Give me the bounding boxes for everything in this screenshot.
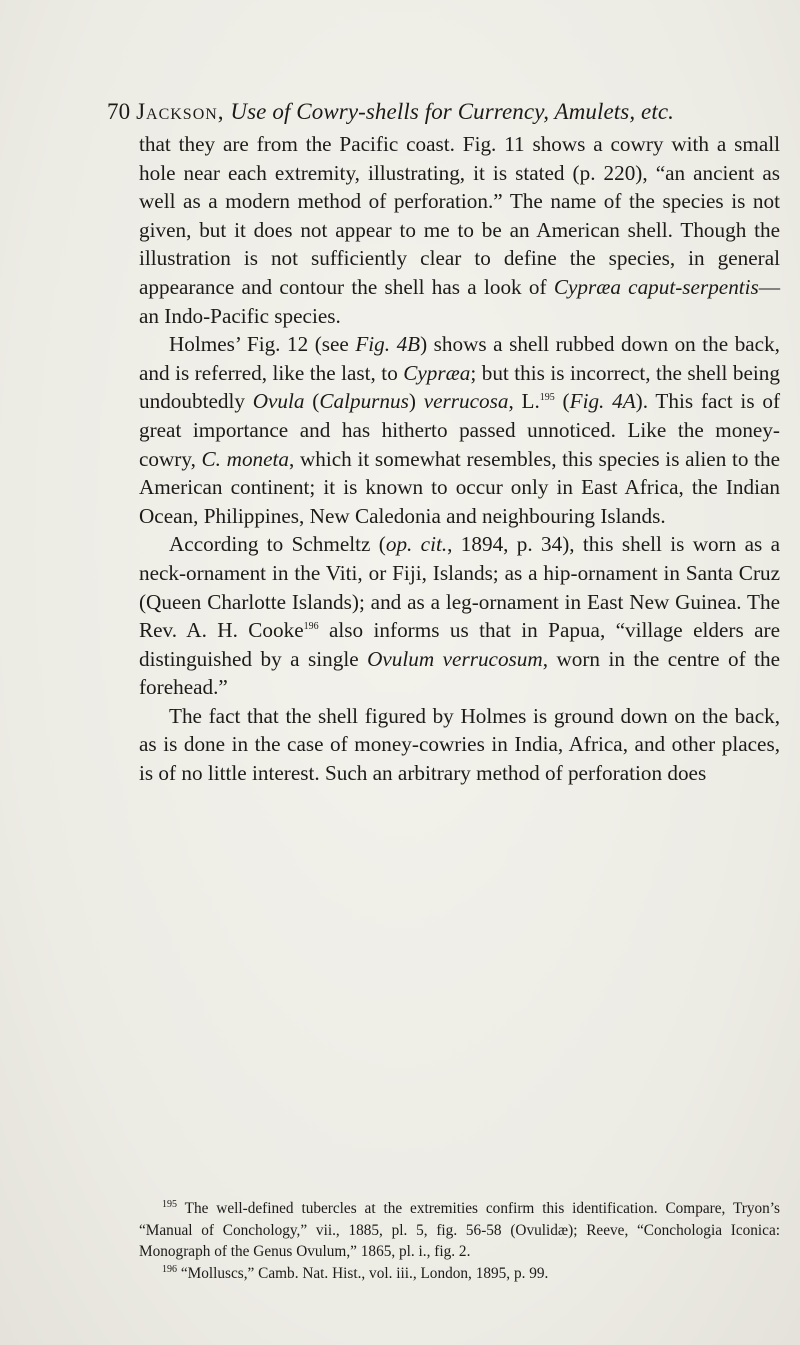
footnote-ref-196[interactable]: 196 (303, 621, 319, 633)
page-number: 70 (107, 99, 131, 124)
footnote-196 (139, 1263, 780, 1285)
footnotes (139, 1198, 780, 1284)
footnote-text: The well-defined tubercles at the extremities confirm this identification. Compare, Tryon’s “Manual of Conchology,” vii., 1885, pl. 5, fig. 56-58 (Ovulidæ); Reeve, “Conchologia Iconica: Monograph of the Genus Ovulum,” 1865, pl. i., fig. 2. (139, 1200, 780, 1260)
footnote-ref-195[interactable]: 195 (539, 392, 555, 404)
paragraph-1: that they are from the Pacific coast. Fig. 11 shows a cowry with a small hole near each extremity, illustrating, it is stated (p. 220), “an ancient as well as a modern method of perforation.” The name of the species is not given, but it does not appear to me to be an American shell. Though the illustration is not sufficiently clear to define the species, in general appearance and contour the shell has a look of Cypræa caput-serpentis—an Indo-Pacific species. (139, 132, 780, 328)
footnote-text: “Molluscs,” Camb. Nat. Hist., vol. iii., London, 1895, p. 99. (180, 1264, 549, 1282)
body-text (139, 130, 780, 788)
footnote-marker: 196 (162, 1263, 177, 1275)
running-head (107, 99, 800, 125)
footnote-195 (139, 1198, 780, 1263)
running-head-author: Jackson, (136, 99, 225, 124)
paragraph-4: The fact that the shell figured by Holmes is ground down on the back, as is done in the case of money-cowries in India, Africa, and other places, is of no little interest. Such an arbitrary method of perforation does (139, 703, 780, 786)
running-head-title: Use of Cowry-shells for Currency, Amulets, etc. (230, 99, 674, 124)
paragraph-3: According to Schmeltz (op. cit., 1894, p. 34), this shell is worn as a neck-ornament in the Viti, or Fiji, Islands; as a hip-ornament in Santa Cruz (Queen Charlotte Islands); and as a leg-ornament in East New Guinea. The Rev. A. H. Cooke$^{196}$ also informs us that in Papua, “village elders are distinguished by a single Ovulum verrucosum, worn in the centre of the forehead.” (139, 532, 780, 700)
paragraph-2: Holmes’ Fig. 12 (see Fig. 4B) shows a shell rubbed down on the back, and is referred, like the last, to Cypræa; but this is incorrect, the shell being undoubtedly Ovula (Calpurnus) verrucosa, L.$^{195}$ (Fig. 4A). This fact is of great importance and has hitherto passed unnoticed. Like the money-cowry, C. moneta, which it somewhat resembles, this species is alien to the American continent; it is known to occur only in East Africa, the Indian Ocean, Philippines, New Caledonia and neighbouring Islands. (139, 332, 780, 528)
footnote-marker: 195 (162, 1198, 177, 1210)
